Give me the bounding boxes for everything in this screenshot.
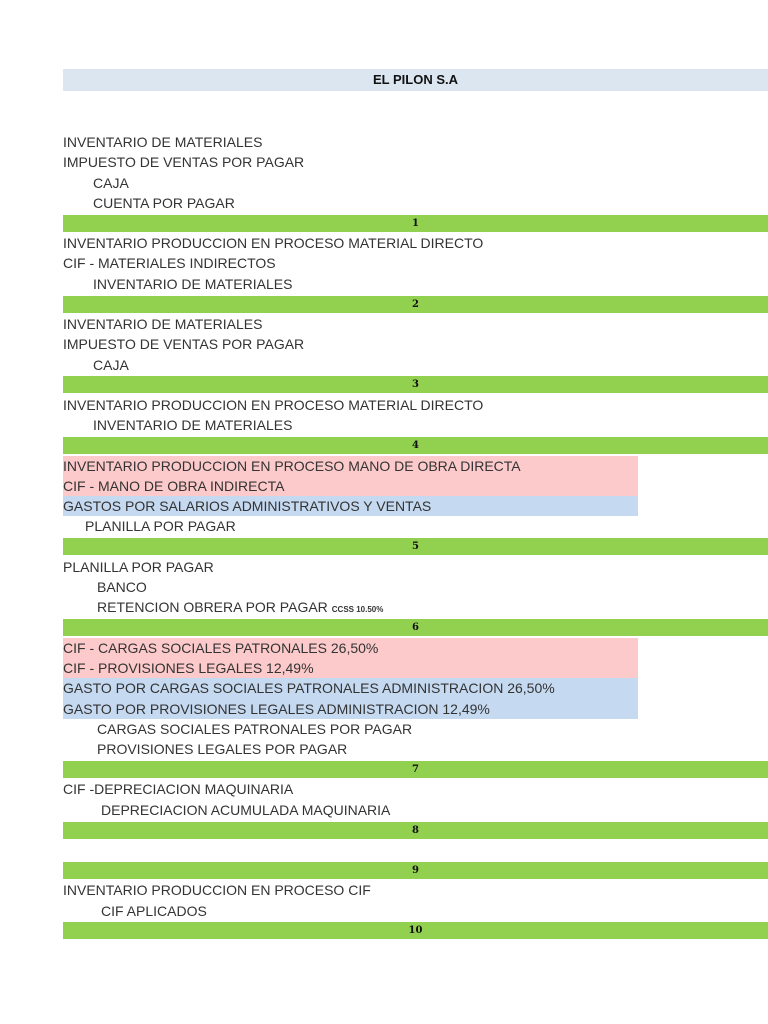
entry-separator-9: 9	[63, 862, 768, 879]
account-debit: INVENTARIO PRODUCCION EN PROCESO CIF	[63, 882, 371, 899]
ccss-note: CCSS 10.50%	[331, 605, 384, 615]
entry-separator-3: 3	[63, 376, 768, 393]
account-debit-highlight: GASTO POR CARGAS SOCIALES PATRONALES ADMINISTRACION 26,50%	[63, 678, 768, 698]
account-credit: CAJA	[93, 356, 129, 373]
entry-separator-10: 10	[63, 922, 768, 939]
account-credit: CAJA	[93, 174, 129, 191]
account-debit: IMPUESTO DE VENTAS POR PAGAR	[63, 154, 305, 171]
account-debit: INVENTARIO DE MATERIALES	[63, 316, 263, 333]
account-debit: INVENTARIO PRODUCCION EN PROCESO MATERIAL DIRECTO	[63, 235, 484, 252]
account-debit: CIF -DEPRECIACION MAQUINARIA	[63, 781, 294, 798]
account-debit: IMPUESTO DE VENTAS POR PAGAR	[63, 336, 305, 353]
company-title: EL PILON S.A	[63, 69, 768, 91]
account-debit-highlight: GASTOS POR SALARIOS ADMINISTRATIVOS Y VENTAS	[63, 496, 768, 516]
entry-separator-5: 5	[63, 538, 768, 555]
account-credit: BANCO	[97, 579, 147, 596]
account-debit: INVENTARIO DE MATERIALES	[63, 134, 263, 150]
entry-separator-4: 4	[63, 437, 768, 454]
account-debit-highlight: GASTO POR PROVISIONES LEGALES ADMINISTRACION 12,49%	[63, 699, 768, 719]
account-debit-highlight: CIF - CARGAS SOCIALES PATRONALES 26,50%	[63, 638, 768, 658]
account-debit: INVENTARIO PRODUCCION EN PROCESO MATERIAL DIRECTO	[63, 396, 484, 413]
account-credit: CIF APLICADOS	[101, 902, 207, 919]
account-credit: PLANILLA POR PAGAR	[85, 518, 236, 535]
entry-separator-7: 7	[63, 761, 768, 778]
account-debit-highlight: INVENTARIO PRODUCCION EN PROCESO MANO DE OBRA DIRECTA	[63, 456, 768, 476]
account-credit: INVENTARIO DE MATERIALES	[93, 275, 293, 292]
account-credit: INVENTARIO DE MATERIALES	[93, 417, 293, 434]
account-credit: CUENTA POR PAGAR	[93, 194, 235, 211]
account-debit-highlight: CIF - PROVISIONES LEGALES 12,49%	[63, 658, 768, 678]
account-debit: CIF - MATERIALES INDIRECTOS	[63, 255, 276, 272]
account-credit: DEPRECIACION ACUMULADA MAQUINARIA	[101, 801, 391, 818]
account-credit: PROVISIONES LEGALES POR PAGAR	[97, 741, 348, 758]
account-credit: CARGAS SOCIALES PATRONALES POR PAGAR	[97, 720, 413, 737]
account-credit: RETENCION OBRERA POR PAGAR CCSS 10.50%	[97, 599, 384, 616]
entry-separator-6: 6	[63, 619, 768, 636]
entry-separator-1: 1	[63, 215, 768, 232]
entry-separator-8: 8	[63, 822, 768, 839]
account-debit: PLANILLA POR PAGAR	[63, 558, 214, 575]
entry-separator-2: 2	[63, 296, 768, 313]
account-debit-highlight: CIF - MANO DE OBRA INDIRECTA	[63, 476, 768, 496]
journal-sheet	[63, 69, 768, 941]
